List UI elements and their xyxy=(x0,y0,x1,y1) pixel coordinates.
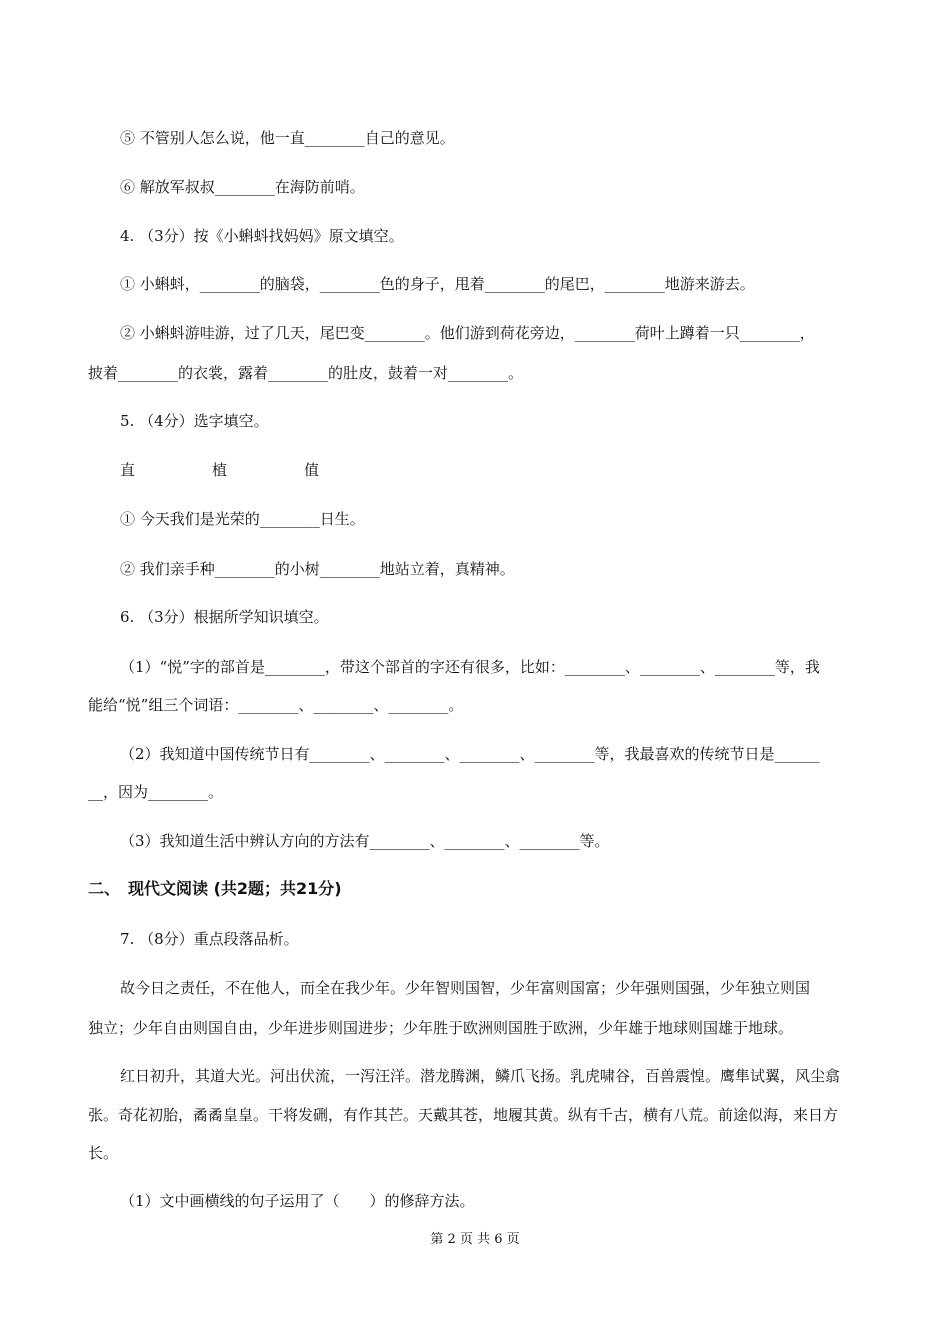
question-5-blank-item6: ⑥ 解放军叔叔________在海防前哨。 xyxy=(120,178,365,196)
question-5-item1: ① 今天我们是光荣的________日生。 xyxy=(120,510,365,528)
passage-para2-line3: 长。 xyxy=(88,1144,119,1162)
question-6-part3: （3）我知道生活中辨认方向的方法有________、________、________等。 xyxy=(120,832,610,850)
choice-characters xyxy=(120,459,396,481)
question-5-item2: ② 我们亲手种________的小树________地站立着，真精神。 xyxy=(120,560,515,578)
question-6-part1-line2: 能给“悦”组三个词语：________、________、________。 xyxy=(88,696,464,714)
passage-para2-line2: 张。奇花初胎，矞矞皇皇。干将发硎，有作其芒。天戴其苍，地履其黄。纵有千古，横有八荒。前途似海，来日方 xyxy=(88,1106,839,1124)
page-footer: 第 2 页 共 6 页 xyxy=(430,1232,520,1247)
choice-char: 植 xyxy=(212,461,228,479)
choice-char: 值 xyxy=(304,461,320,479)
passage-para2-line1: 红日初升，其道大光。河出伏流，一泻汪洋。潜龙腾渊，鳞爪飞扬。乳虎啸谷，百兽震惶。鹰隼试翼，风尘翕 xyxy=(120,1067,841,1085)
question-6-title: 6. （3分）根据所学知识填空。 xyxy=(120,608,329,626)
question-7-title: 7. （8分）重点段落品析。 xyxy=(120,930,299,948)
question-4-title: 4. （3分）按《小蝌蚪找妈妈》原文填空。 xyxy=(120,227,404,245)
question-6-part2-line2: __，因为________。 xyxy=(88,783,224,801)
question-4-item2-line1: ② 小蝌蚪游哇游，过了几天，尾巴变________。他们游到荷花旁边，________荷叶上蹲着一只________， xyxy=(120,324,815,342)
question-6-part1-line1: （1）“悦”字的部首是________，带这个部首的字还有很多，比如：________、________、________等，我 xyxy=(120,658,820,676)
passage-para1-line1: 故今日之责任，不在他人，而全在我少年。少年智则国智，少年富则国富；少年强则国强，少年独立则国 xyxy=(120,979,811,997)
question-5-title: 5. （4分）选字填空。 xyxy=(120,412,269,430)
question-7-sub1: （1）文中画横线的句子运用了（ ）的修辞方法。 xyxy=(120,1192,475,1210)
passage-para1-line2: 独立；少年自由则国自由，少年进步则国进步；少年胜于欧洲则国胜于欧洲，少年雄于地球则国雄于地球。 xyxy=(88,1019,794,1037)
question-5-blank-item5: ⑤ 不管别人怎么说，他一直________自己的意见。 xyxy=(120,129,455,147)
question-4-item1: ① 小蝌蚪，________的脑袋，________色的身子，甩着________的尾巴，________地游来游去。 xyxy=(120,275,755,293)
choice-char: 直 xyxy=(120,461,136,479)
section-heading: 二、 现代文阅读 (共2题；共21分) xyxy=(88,879,342,898)
question-4-item2-line2: 披着________的衣裳，露着________的肚皮，鼓着一对________。 xyxy=(88,364,524,382)
question-6-part2-line1: （2）我知道中国传统节日有________、________、________、________等，我最喜欢的传统节日是______ xyxy=(120,745,820,763)
